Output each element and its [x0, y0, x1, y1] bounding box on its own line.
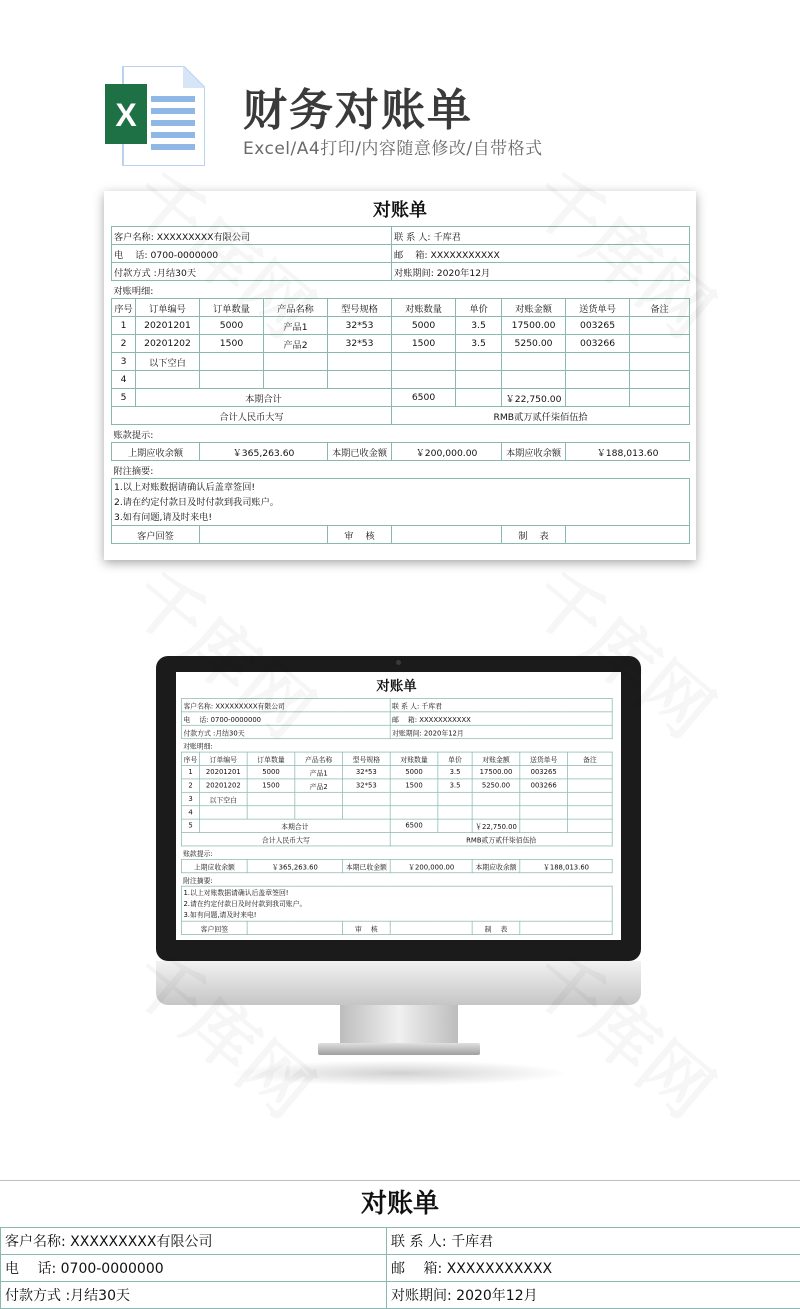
col-header: 产品名称	[264, 299, 328, 317]
rmb-value: RMB贰万贰仟柒佰伍拾	[392, 407, 690, 425]
info-row	[112, 263, 690, 281]
monitor-sheet-preview	[176, 672, 617, 940]
zoom-sheet-title: 对账单	[0, 1181, 800, 1227]
col-header: 序号	[112, 299, 136, 317]
note-line: 1.以上对账数据请确认后盖章签回!	[114, 480, 687, 495]
svg-text:X: X	[115, 97, 137, 133]
notes-cell	[112, 479, 690, 526]
col-header: 型号规格	[328, 299, 392, 317]
statement-table	[111, 226, 690, 544]
customer-label: 客户名称:	[114, 232, 154, 243]
customer-sign-label: 客户回签	[112, 526, 200, 544]
note-line: 2.请在约定付款日及时付款到我司账户。	[114, 495, 687, 510]
period-value: 2020年12月	[437, 268, 490, 279]
statement-sheet-mini: 对账单 客户名称: XXXXXXXXX有限公司 联 系 人: 千库君 电 话: 0700-0000000 邮 箱: XXXXXXXXXXX 付款方式 :月结30天 对账期间: 2020年12月 对账明细: 序号 订单编号 订单数量 产品名称 型号规格 对账数量 单价 对账金额 送货单号 备注 1 20201201 5000 产品1 32*53 5000 3.5 17500.00 003265 2 20201202 1500 产品2 32*53 1500 3.5 5250.00 003266 3 以下空白 4 5 本期合计 6500 ￥22,750.00 合计人民币大写 RMB贰万贰仟柒佰伍拾 账款提示: 上期应收余额 ￥365,263.60 本期已收金额 ￥200,000.00 本期应收余额 ￥188,013.60 附注摘要: 1.以上对账数据请确认后盖章签回! 2.请在约定付款日及时付款到我司账户。 3.如有问题,请及时来电! 客户回签 审 核 制 表	[176, 672, 617, 940]
period-label: 对账期间:	[394, 268, 434, 279]
monitor-shadow	[230, 1060, 570, 1086]
received-label: 本期已收金额	[328, 443, 392, 461]
customer-value: XXXXXXXXX有限公司	[157, 232, 250, 243]
payment-value: 月结30天	[157, 268, 196, 279]
phone-label: 电 话:	[114, 250, 148, 261]
sheet-title: 对账单	[111, 196, 689, 226]
total-amount: ￥22,750.00	[502, 389, 566, 407]
contact-value: 千库君	[433, 232, 461, 243]
received-value: ￥200,000.00	[392, 443, 502, 461]
page-title: 财务对账单	[243, 74, 473, 138]
note-line: 3.如有问题,请及时来电!	[114, 510, 687, 525]
total-qty: 6500	[392, 389, 456, 407]
col-header: 对账金额	[502, 299, 566, 317]
email-label: 邮 箱:	[394, 250, 428, 261]
notes-label: 附注摘要:	[112, 461, 690, 479]
table-row: 1 20201201 5000 产品1 32*53 5000 3.5 17500.00 003265	[112, 317, 690, 335]
camera-icon	[396, 660, 401, 665]
col-header: 单价	[456, 299, 502, 317]
col-header: 订单编号	[136, 299, 200, 317]
column-header-row	[112, 299, 690, 317]
col-header: 订单数量	[200, 299, 264, 317]
monitor-stand	[340, 1005, 458, 1045]
table-row: 4	[112, 371, 690, 389]
maker-label: 制 表	[502, 526, 566, 544]
info-row	[112, 227, 690, 245]
col-header: 对账数量	[392, 299, 456, 317]
col-header: 备注	[630, 299, 690, 317]
rmb-label: 合计人民币大写	[112, 407, 392, 425]
total-label: 本期合计	[136, 389, 392, 407]
current-balance-value: ￥188,013.60	[566, 443, 690, 461]
sign-row	[112, 526, 690, 544]
prev-balance-value: ￥365,263.60	[200, 443, 328, 461]
prev-balance-label: 上期应收余额	[112, 443, 200, 461]
page-subtitle: Excel/A4打印/内容随意修改/自带格式	[243, 134, 543, 159]
detail-label: 对账明细:	[112, 281, 690, 299]
payment-label: 付款方式 :	[114, 268, 157, 279]
current-balance-label: 本期应收余额	[502, 443, 566, 461]
excel-file-icon	[105, 66, 205, 166]
monitor-base	[318, 1043, 480, 1055]
page-header	[0, 0, 800, 180]
zoomed-sheet-header	[0, 1180, 800, 1300]
table-row: 3 以下空白	[112, 353, 690, 371]
monitor-chin	[156, 961, 641, 1005]
monitor-mockup	[156, 656, 641, 961]
info-row	[112, 245, 690, 263]
total-row: 5 本期合计 6500 ￥22,750.00	[112, 389, 690, 407]
zoom-info-row: 客户名称: XXXXXXXXX有限公司 联 系 人: 千库君	[1, 1228, 800, 1255]
table-row: 2 20201202 1500 产品2 32*53 1500 3.5 5250.00 003266	[112, 335, 690, 353]
col-header: 送货单号	[566, 299, 630, 317]
statement-sheet	[104, 191, 696, 560]
rmb-row	[112, 407, 690, 425]
zoom-info-row: 付款方式 :月结30天 对账期间: 2020年12月	[1, 1282, 800, 1309]
account-label: 账款提示:	[112, 425, 690, 443]
contact-label: 联 系 人:	[394, 232, 431, 243]
notes-row	[112, 479, 690, 526]
zoom-info-table	[0, 1227, 800, 1309]
email-value: XXXXXXXXXXX	[431, 250, 500, 261]
monitor-screen	[176, 672, 621, 940]
review-label: 审 核	[328, 526, 392, 544]
zoom-info-row: 电 话: 0700-0000000 邮 箱: XXXXXXXXXXX	[1, 1255, 800, 1282]
phone-value: 0700-0000000	[151, 250, 219, 261]
account-row	[112, 443, 690, 461]
